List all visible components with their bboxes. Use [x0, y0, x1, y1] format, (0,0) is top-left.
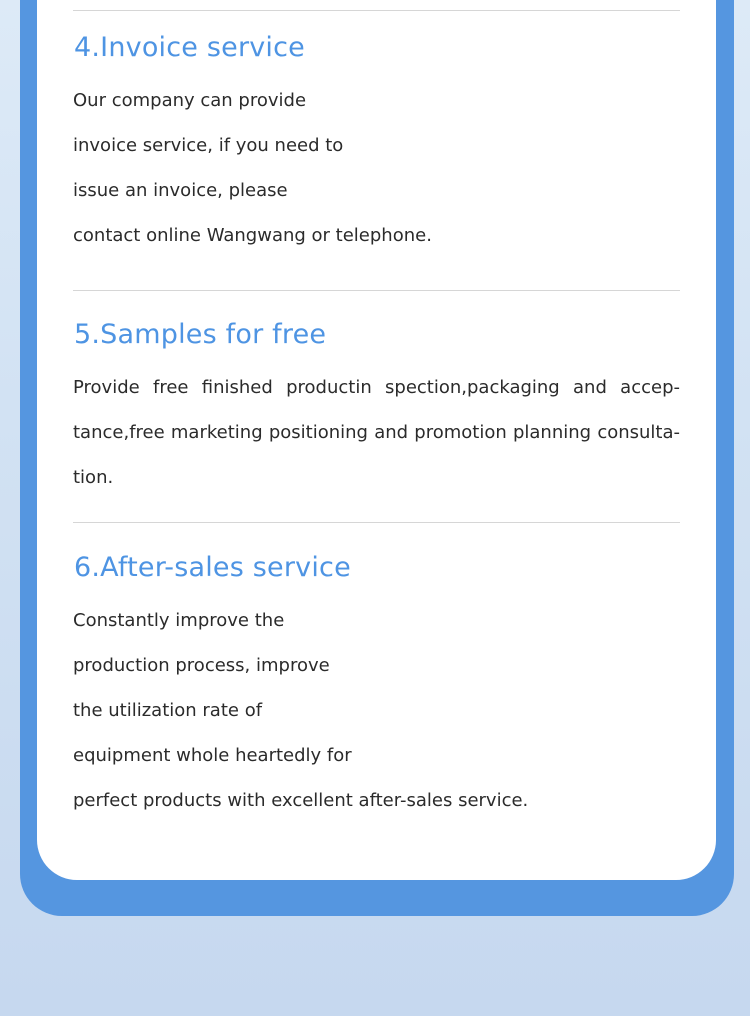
section-title-samples-for-free: 5.Samples for free — [74, 319, 327, 350]
section-title-after-sales-service: 6.After-sales service — [74, 552, 351, 583]
section-text-line: equipment whole heartedly for — [73, 745, 352, 766]
section-title-invoice-service: 4.Invoice service — [74, 32, 305, 63]
section-divider — [73, 522, 680, 523]
section-divider — [73, 290, 680, 291]
section-text-line: tion. — [73, 467, 114, 488]
section-text-line: tance,free marketing positioning and promotion planning consulta- — [73, 422, 680, 443]
section-text-line: issue an invoice, please — [73, 180, 288, 201]
section-text-line: perfect products with excellent after-sales service. — [73, 790, 529, 811]
section-text-line: contact online Wangwang or telephone. — [73, 225, 432, 246]
section-text-line: Our company can provide — [73, 90, 307, 111]
section-divider — [73, 10, 680, 11]
section-text-line: production process, improve — [73, 655, 330, 676]
section-text-line: Constantly improve the — [73, 610, 285, 631]
section-text-line: invoice service, if you need to — [73, 135, 344, 156]
section-text-line: the utilization rate of — [73, 700, 263, 721]
section-text-line: Provide free finished productin spection,packaging and accep- — [73, 377, 680, 398]
